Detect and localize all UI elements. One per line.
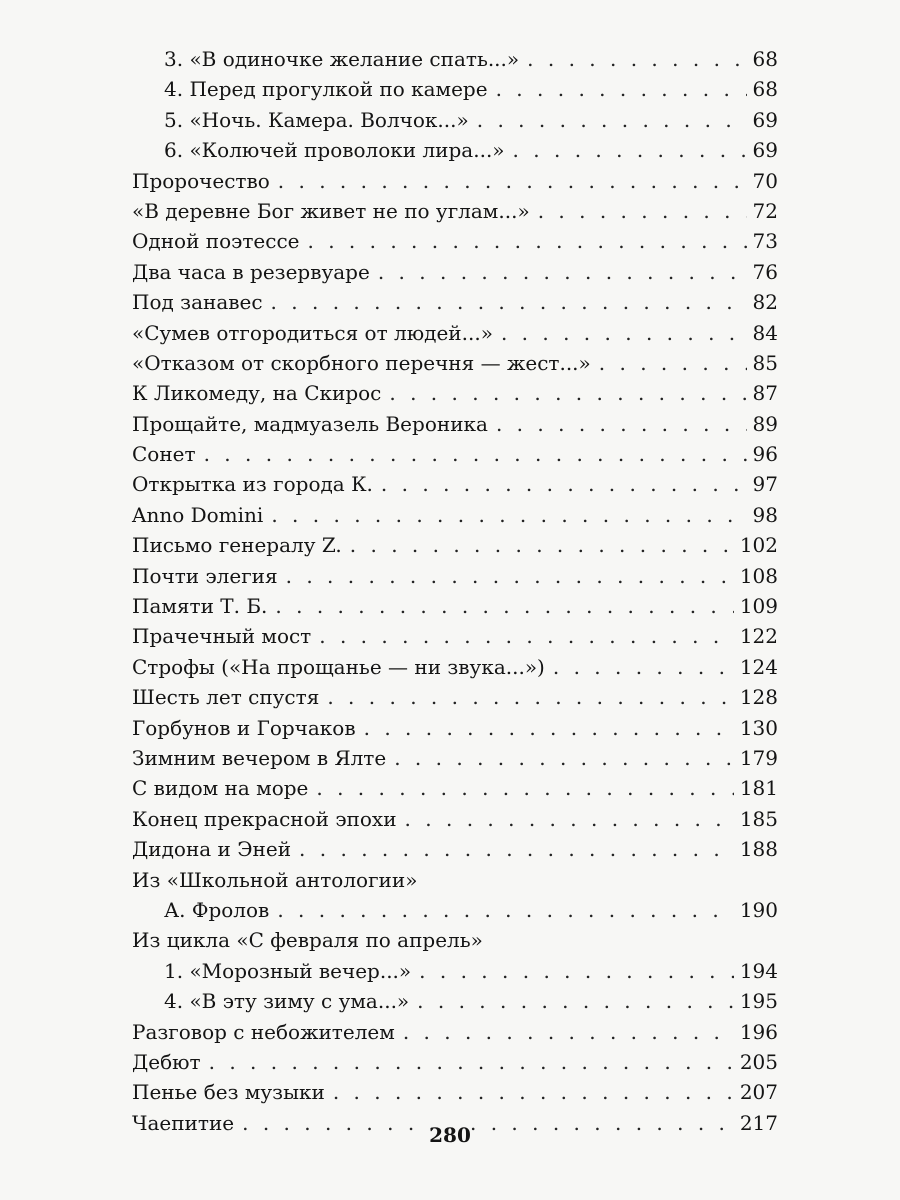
- toc-section-heading: [132, 925, 778, 955]
- toc-entry-title: 1. «Морозный вечер...»: [164, 958, 412, 983]
- toc-entry: [132, 226, 778, 256]
- toc-entry-title: Под занавес: [132, 290, 263, 315]
- toc-leader-dots: [405, 804, 734, 834]
- toc-entry-page: 181: [739, 776, 778, 801]
- toc-entry: [132, 44, 778, 74]
- toc-entry-page: 84: [752, 320, 778, 345]
- toc-entry-page: 96: [752, 442, 778, 467]
- toc-section-heading: [132, 865, 778, 895]
- toc-entry-page: 73: [752, 229, 778, 254]
- toc-entry: [132, 74, 778, 104]
- toc-entry-page: 68: [752, 77, 778, 102]
- toc-entry-title: Сонет: [132, 442, 196, 467]
- toc-leader-dots: [538, 196, 747, 226]
- toc-entry-title: 3. «В одиночке желание спать...»: [164, 47, 520, 71]
- toc-entry-page: 122: [739, 624, 778, 649]
- toc-entry-page: 205: [739, 1049, 778, 1074]
- toc-entry: [132, 166, 778, 196]
- toc-entry-title: А. Фролов: [164, 897, 270, 922]
- toc-entry: [132, 956, 778, 986]
- toc-entry: [132, 1017, 778, 1047]
- toc-leader-dots: [307, 226, 746, 256]
- toc-entry: [132, 1077, 778, 1107]
- toc-entry-page: 82: [752, 290, 778, 315]
- toc-leader-dots: [271, 287, 747, 317]
- toc-entry-page: 207: [739, 1080, 778, 1105]
- toc-entry: [132, 287, 778, 317]
- toc-leader-dots: [378, 257, 747, 287]
- toc-entry-title: Пророчество: [132, 168, 270, 193]
- toc-entry-page: 89: [752, 411, 778, 436]
- toc-leader-dots: [389, 378, 746, 408]
- toc-entry-page: 102: [739, 533, 778, 558]
- toc-leader-dots: [316, 773, 733, 803]
- toc-entry-page: 69: [752, 138, 778, 163]
- toc-leader-dots: [277, 895, 734, 925]
- toc-leader-dots: [278, 166, 747, 196]
- toc-leader-dots: [417, 986, 734, 1016]
- toc-entry-title: «Отказом от скорбного перечня — жест...»: [132, 350, 591, 375]
- toc-entry: [132, 439, 778, 469]
- toc-entry-page: 85: [752, 350, 778, 375]
- toc-entry-page: 68: [752, 47, 778, 71]
- toc-entry-page: 109: [739, 594, 778, 619]
- toc-leader-dots: [553, 652, 734, 682]
- toc-entry-title: Зимним вечером в Ялте: [132, 745, 387, 770]
- toc-leader-dots: [513, 135, 747, 165]
- toc-entry-title: «В деревне Бог живет не по углам...»: [132, 198, 530, 223]
- toc-entry-title: «Сумев отгородиться от людей...»: [132, 320, 493, 345]
- toc-entry-page: 108: [739, 563, 778, 588]
- toc-leader-dots: [527, 44, 746, 74]
- toc-entry-page: 179: [739, 745, 778, 770]
- page-number: 280: [429, 1123, 471, 1147]
- toc-entry: [132, 804, 778, 834]
- toc-leader-dots: [333, 1077, 734, 1107]
- toc-entry-title: Пенье без музыки: [132, 1080, 325, 1105]
- toc-entry-title: Открытка из города К.: [132, 472, 373, 497]
- toc-leader-dots: [327, 682, 733, 712]
- toc-entry: [132, 348, 778, 378]
- toc-entry: [132, 469, 778, 499]
- toc-leader-dots: [381, 469, 747, 499]
- toc-entry: [132, 591, 778, 621]
- toc-leader-dots: [350, 530, 734, 560]
- toc-entry-title: С видом на море: [132, 776, 309, 801]
- toc-leader-dots: [299, 834, 734, 864]
- toc-entry: [132, 409, 778, 439]
- toc-entry-page: 195: [739, 989, 778, 1014]
- toc-entry-page: 98: [752, 502, 778, 527]
- toc-leader-dots: [204, 439, 747, 469]
- toc-leader-dots: [394, 743, 734, 773]
- toc-entry: [132, 378, 778, 408]
- toc-entry-page: 130: [739, 715, 778, 740]
- toc-leader-dots: [599, 348, 747, 378]
- toc-entry: [132, 713, 778, 743]
- toc-leader-dots: [271, 500, 746, 530]
- toc-entry-title: 4. Перед прогулкой по камере: [164, 77, 488, 102]
- toc-leader-dots: [319, 621, 734, 651]
- toc-entry: [132, 834, 778, 864]
- toc-entry-page: 124: [739, 654, 778, 679]
- toc-entry-title: 4. «В эту зиму с ума...»: [164, 989, 410, 1014]
- toc-entry-title: К Ликомеду, на Скирос: [132, 381, 382, 406]
- toc-entry-title: Из «Школьной антологии»: [132, 867, 418, 892]
- toc-entry-page: 190: [739, 897, 778, 922]
- toc-entry-title: 5. «Ночь. Камера. Волчок...»: [164, 107, 469, 132]
- toc-entry: [132, 135, 778, 165]
- toc-entry: [132, 986, 778, 1016]
- toc-entry-title: 6. «Колючей проволоки лира...»: [164, 138, 505, 163]
- toc-entry-title: Строфы («На прощанье — ни звука...»): [132, 654, 545, 679]
- toc-entry-title: Горбунов и Горчаков: [132, 715, 356, 740]
- toc-leader-dots: [364, 713, 734, 743]
- toc-entry-title: Anno Domini: [132, 502, 264, 527]
- toc-entry-title: Прачечный мост: [132, 624, 312, 649]
- toc-leader-dots: [496, 409, 747, 439]
- toc-entry-page: 70: [752, 168, 778, 193]
- toc-entry-title: Памяти Т. Б.: [132, 594, 268, 619]
- toc-entry-page: 128: [739, 685, 778, 710]
- toc-entry: [132, 743, 778, 773]
- toc-entry-page: 185: [739, 806, 778, 831]
- toc-entry-page: 76: [752, 259, 778, 284]
- toc-entry-title: Чаепитие: [132, 1110, 235, 1135]
- toc-entry-page: 97: [752, 472, 778, 497]
- toc-leader-dots: [209, 1047, 734, 1077]
- toc-entry: [132, 530, 778, 560]
- toc-leader-dots: [419, 956, 734, 986]
- toc-entry: [132, 500, 778, 530]
- toc-entry-title: Почти элегия: [132, 563, 278, 588]
- toc-entry: [132, 257, 778, 287]
- toc-entry-title: Конец прекрасной эпохи: [132, 806, 397, 831]
- toc-leader-dots: [496, 74, 747, 104]
- toc-entry: [132, 652, 778, 682]
- toc-entry: [132, 773, 778, 803]
- toc-entry: [132, 561, 778, 591]
- toc-entry-page: 217: [739, 1110, 778, 1135]
- toc-entry-title: Дебют: [132, 1049, 201, 1074]
- toc-entry-title: Одной поэтессе: [132, 229, 300, 254]
- toc-entry: [132, 318, 778, 348]
- toc-entry-page: 196: [739, 1019, 778, 1044]
- toc-entry-page: 72: [752, 198, 778, 223]
- toc-entry: [132, 895, 778, 925]
- toc-entry-page: 87: [752, 381, 778, 406]
- toc-entry-title: Два часа в резервуаре: [132, 259, 370, 284]
- toc-entry: [132, 682, 778, 712]
- toc-entry-page: 188: [739, 837, 778, 862]
- toc-leader-dots: [403, 1017, 734, 1047]
- toc-entry-title: Прощайте, мадмуазель Вероника: [132, 411, 488, 436]
- toc-entry: [132, 621, 778, 651]
- toc-leader-dots: [286, 561, 734, 591]
- toc-entry-title: Дидона и Эней: [132, 837, 292, 862]
- toc-entry-page: 194: [739, 958, 778, 983]
- toc-entry-title: Шесть лет спустя: [132, 685, 320, 710]
- toc-entry-page: 69: [752, 107, 778, 132]
- toc-entry-title: Разговор с небожителем: [132, 1019, 395, 1044]
- toc-entry-title: Письмо генералу Z.: [132, 533, 342, 558]
- toc-leader-dots: [275, 591, 733, 621]
- toc-entry-title: Из цикла «С февраля по апрель»: [132, 928, 483, 953]
- toc-entry: [132, 105, 778, 135]
- toc-entry: [132, 196, 778, 226]
- toc-entry: [132, 1047, 778, 1077]
- toc-leader-dots: [501, 318, 747, 348]
- toc-leader-dots: [477, 105, 747, 135]
- table-of-contents: [132, 44, 778, 1138]
